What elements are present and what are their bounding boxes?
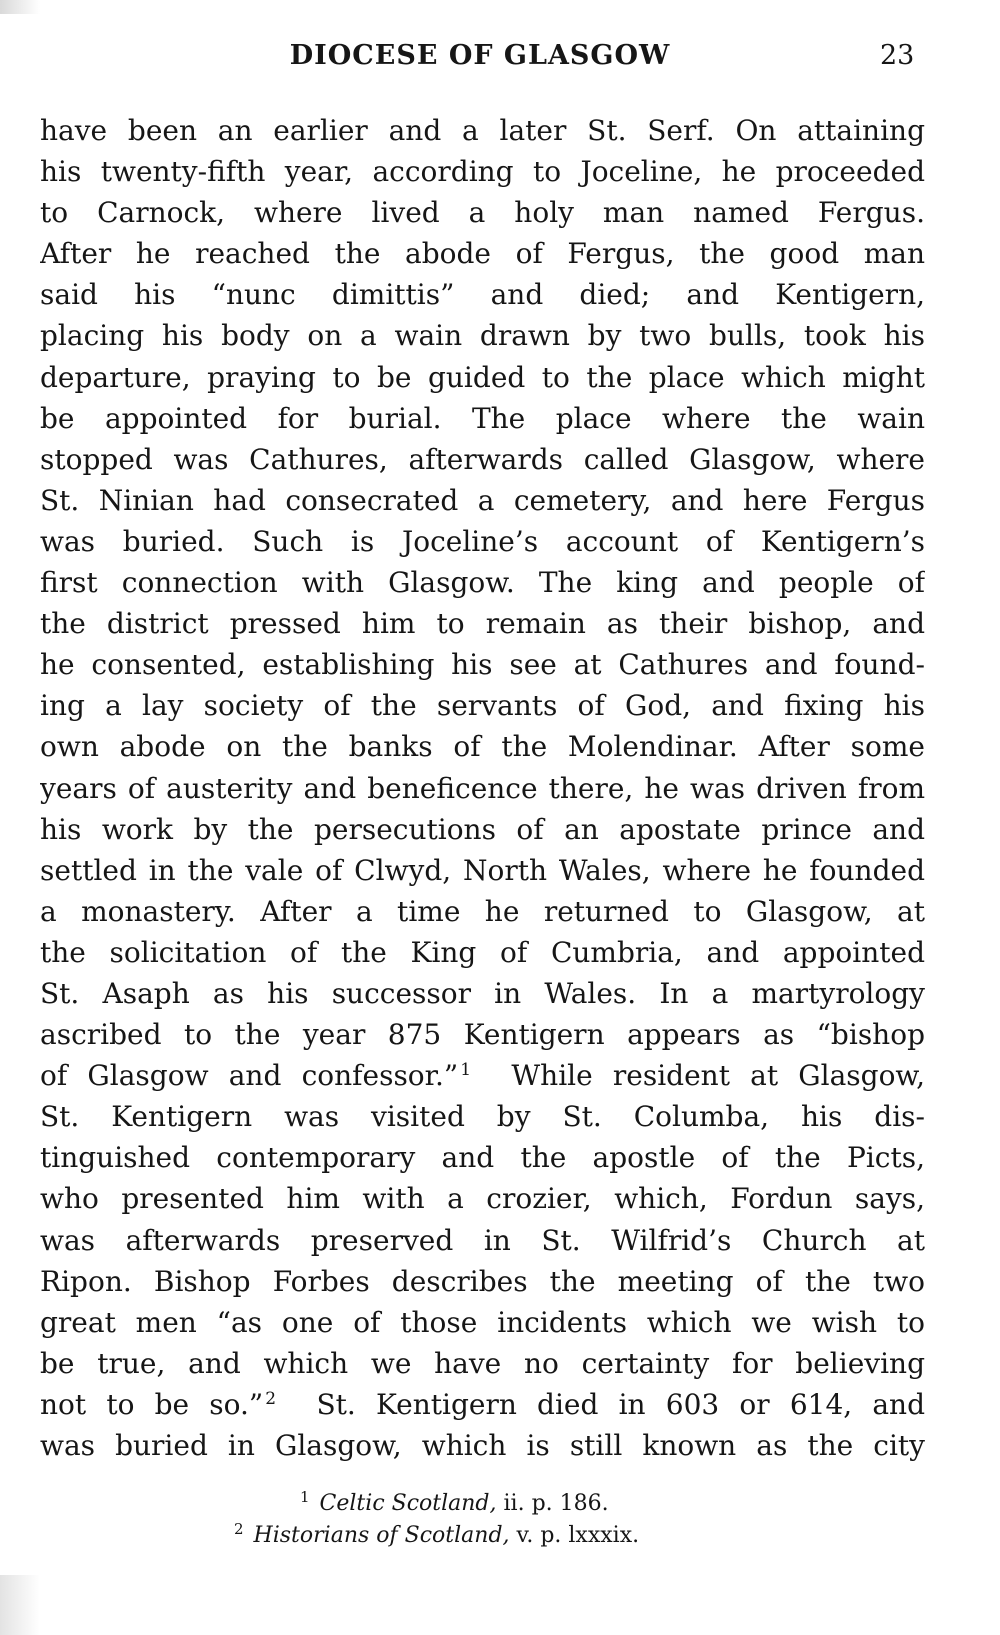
text-line-with-footnote-1 (40, 1055, 925, 1096)
body-text (40, 110, 925, 1466)
text-segment: St. Kentigern died in 603 or 614, and (316, 1387, 925, 1421)
text-line: have been an earlier and a later St. Serf. On attaining (40, 114, 925, 147)
text-line: said his “nunc dimittis” and died; and Kentigern, (40, 278, 925, 312)
text-line: he consented, establishing his see at Cathures and found- (40, 648, 925, 682)
footnote-mark-1: 1 (460, 1060, 472, 1081)
text-line: was buried. Such is Joceline’s account of Kentigern’s (40, 524, 925, 558)
text-line-with-footnote-2 (40, 1384, 925, 1425)
text-line: St. Ninian had consecrated a cemetery, and here Fergus (40, 483, 925, 517)
text-line: his twenty-fifth year, according to Joceline, he proceeded (40, 155, 925, 189)
text-line: placing his body on a wain drawn by two bulls, took his (40, 319, 925, 353)
text-line: was buried in Glasgow, which is still known as the city (40, 1429, 925, 1462)
text-line: St. Kentigern was visited by St. Columba, his dis- (40, 1100, 925, 1134)
footnote-title: Historians of Scotland, (253, 1523, 510, 1548)
text-line: who presented him with a crozier, which, Fordun says, (40, 1182, 925, 1216)
text-line: years of austerity and beneficence there, he was driven from (40, 771, 925, 805)
text-line: tinguished contemporary and the apostle of the Picts, (40, 1141, 925, 1175)
text-line: own abode on the banks of the Molendinar. After some (40, 730, 925, 764)
text-line: his work by the persecutions of an apostate prince and (40, 812, 925, 846)
footnote-number: 2 (234, 1520, 244, 1538)
text-line: was afterwards preserved in St. Wilfrid’s Church at (40, 1223, 925, 1257)
text-line: great men “as one of those incidents which we wish to (40, 1305, 925, 1339)
text-line: the solicitation of the King of Cumbria, and appointed (40, 935, 925, 969)
footnote-2 (0, 1520, 1000, 1552)
scan-edge-top (0, 0, 40, 14)
text-line: ascribed to the year 875 Kentigern appears as “bishop (40, 1018, 925, 1052)
text-line: settled in the vale of Clwyd, North Wales, where he founded (40, 853, 925, 887)
page-number: 23 (880, 40, 915, 71)
text-line: be true, and which we have no certainty for believing (40, 1346, 925, 1380)
footnote-title: Celtic Scotland, (319, 1491, 497, 1516)
footnotes (0, 1488, 1000, 1552)
footnote-reference: v. p. lxxxix. (509, 1523, 640, 1548)
text-line: first connection with Glasgow. The king and people of (40, 566, 925, 600)
scan-edge-bottom (0, 1575, 40, 1635)
text-line: St. Asaph as his successor in Wales. In a martyrology (40, 976, 925, 1010)
footnote-1 (0, 1488, 1000, 1520)
text-line: be appointed for burial. The place where the wain (40, 401, 925, 435)
text-segment: While resident at Glasgow, (511, 1059, 925, 1093)
text-line: After he reached the abode of Fergus, the good man (40, 237, 925, 271)
text-line: Ripon. Bishop Forbes describes the meeting of the two (40, 1264, 925, 1298)
text-line: the district pressed him to remain as their bishop, and (40, 607, 925, 641)
text-line: to Carnock, where lived a holy man named Fergus. (40, 196, 925, 230)
footnote-reference: ii. p. 186. (496, 1491, 609, 1516)
text-line: stopped was Cathures, afterwards called Glasgow, where (40, 442, 925, 476)
footnote-number: 1 (300, 1488, 310, 1506)
text-line: departure, praying to be guided to the place which might (40, 360, 925, 394)
running-head: DIOCESE OF GLASGOW (289, 40, 671, 71)
text-segment: of Glasgow and confessor.” (40, 1059, 459, 1093)
footnote-mark-2: 2 (265, 1388, 277, 1409)
text-line: ing a lay society of the servants of God, and fixing his (40, 689, 925, 723)
text-segment: not to be so.” (40, 1387, 264, 1421)
text-line: a monastery. After a time he returned to Glasgow, at (40, 894, 925, 928)
